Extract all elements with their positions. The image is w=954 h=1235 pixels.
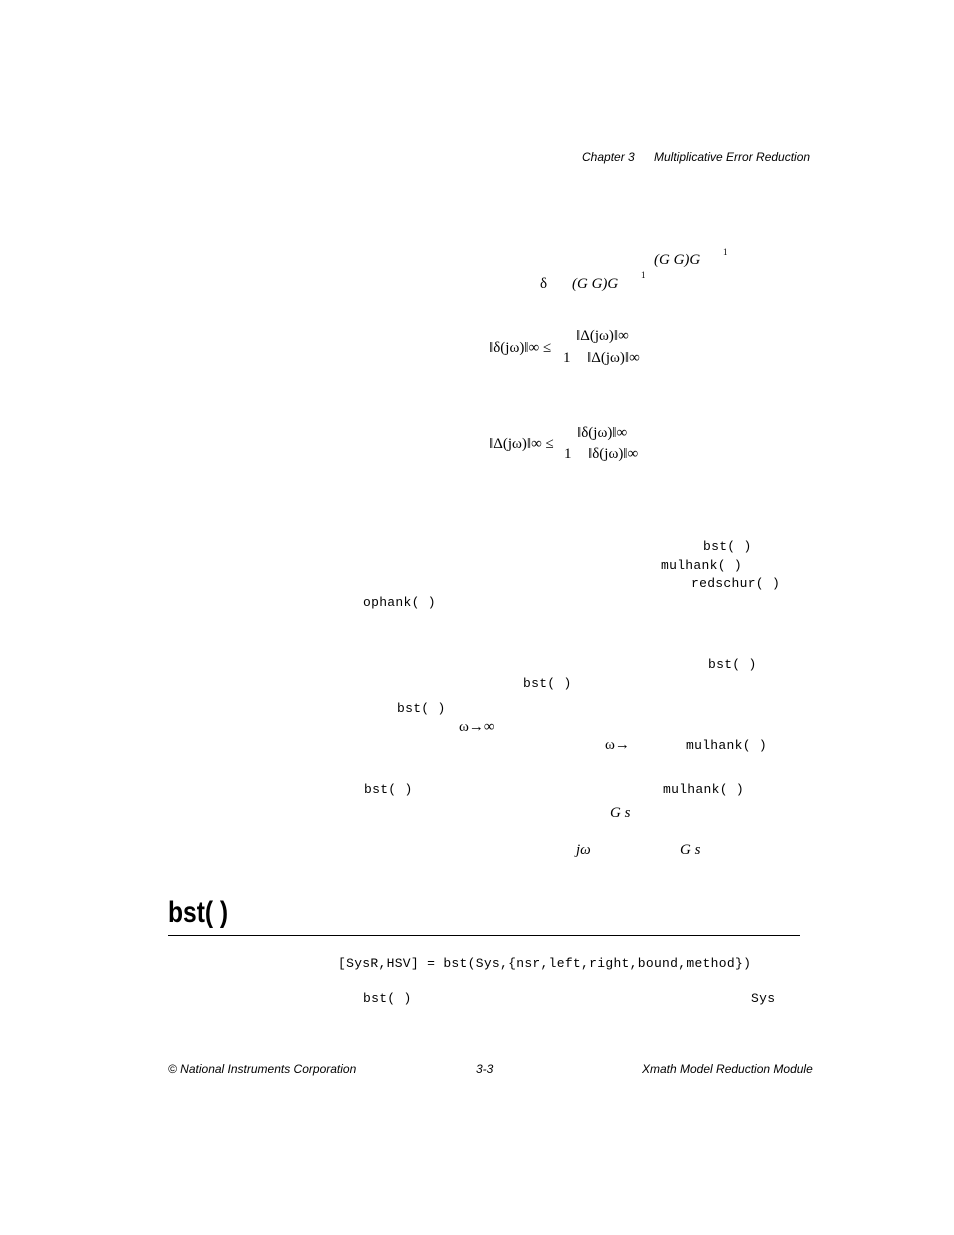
- math-gs: G s: [610, 805, 631, 821]
- code-ophank: ophank( ): [363, 595, 436, 610]
- section-running-title: Multiplicative Error Reduction: [654, 150, 811, 164]
- eq3-denominator: ‖δ(jω)‖∞: [588, 446, 639, 462]
- section-divider: [168, 935, 800, 936]
- eq1-lhs: δ: [540, 276, 548, 292]
- code-bst: bst( ): [523, 676, 572, 691]
- code-bst: bst( ): [397, 701, 446, 716]
- eq2-lhs: ‖δ(jω)‖∞ ≤: [489, 340, 552, 356]
- code-bst: bst( ): [708, 657, 757, 672]
- eq2-den-one: 1: [563, 350, 571, 366]
- omega-to-infinity: ω→∞: [459, 719, 495, 735]
- eq3-lhs: ‖Δ(jω)‖∞ ≤: [489, 436, 554, 452]
- page-number: 3-3: [476, 1062, 494, 1076]
- syntax-line: [SysR,HSV] = bst(Sys,{nsr,left,right,bound,method}): [338, 956, 752, 971]
- chapter-label: Chapter 3: [582, 150, 635, 164]
- code-bst: bst( ): [703, 539, 752, 554]
- footer-copyright: © National Instruments Corporation: [168, 1062, 357, 1076]
- eq1-rhs: (G G)G: [654, 252, 701, 268]
- code-mulhank: mulhank( ): [663, 782, 745, 797]
- eq1-rhs2: (G G)G: [572, 276, 619, 292]
- code-bst: bst( ): [364, 782, 413, 797]
- eq1-sup2: 1: [641, 270, 646, 280]
- code-bst: bst( ): [363, 991, 412, 1006]
- code-sys: Sys: [751, 991, 776, 1006]
- eq2-denominator: ‖Δ(jω)‖∞: [587, 350, 640, 366]
- eq2-numerator: ‖Δ(jω)‖∞: [576, 328, 629, 344]
- code-mulhank: mulhank( ): [661, 558, 743, 573]
- code-mulhank: mulhank( ): [686, 738, 768, 753]
- eq3-numerator: ‖δ(jω)‖∞: [577, 425, 628, 441]
- section-title: bst( ): [168, 896, 229, 929]
- math-gs: G s: [680, 842, 701, 858]
- eq1-sup: 1: [723, 247, 728, 257]
- omega-arrow: ω→: [605, 737, 630, 753]
- code-redschur: redschur( ): [691, 576, 781, 591]
- eq3-den-one: 1: [564, 446, 572, 462]
- footer-manual-title: Xmath Model Reduction Module: [642, 1062, 813, 1076]
- math-jw: jω: [576, 842, 591, 858]
